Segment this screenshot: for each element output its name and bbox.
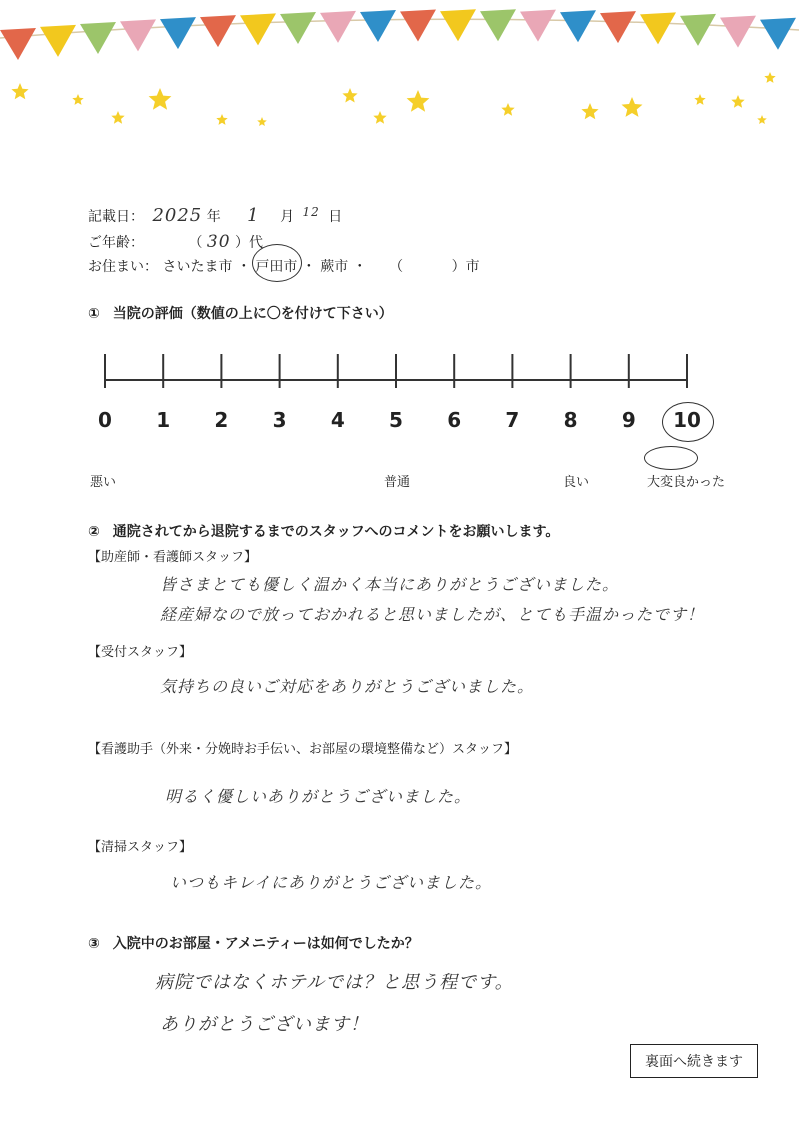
comment-nursing-assistant: 明るく優しいありがとうございました。 xyxy=(165,787,472,806)
rating-ticks xyxy=(105,354,687,388)
bunting-flag xyxy=(640,12,676,44)
rating-number-1: 1 xyxy=(156,408,171,432)
star-icon xyxy=(72,94,83,105)
age-value: 30 xyxy=(206,232,231,252)
star-icon xyxy=(501,103,514,116)
rating-number-10: 10 xyxy=(673,408,701,432)
star-icon xyxy=(581,103,598,119)
section3-heading xyxy=(88,933,419,953)
star-icon xyxy=(111,111,124,124)
star-icon xyxy=(764,72,775,83)
comment-reception: 気持ちの良いご対応をありがとうございました。 xyxy=(160,677,535,696)
bunting-flags xyxy=(0,9,796,60)
star-icon xyxy=(694,94,705,105)
bunting-flag xyxy=(200,15,236,47)
staff-label-reception: 【受付スタッフ】 xyxy=(88,645,193,660)
bunting-flag xyxy=(240,13,276,45)
age-row xyxy=(88,232,263,252)
bunting-flag xyxy=(560,10,596,42)
section1-title: 当院の評価（数値の上に〇を付けて下さい） xyxy=(112,306,393,322)
rating-number-9: 9 xyxy=(621,408,636,432)
bunting-flag xyxy=(720,16,756,48)
scale-word-good: 良い xyxy=(563,475,590,490)
bunting-flag xyxy=(520,10,556,42)
comment-room-line1: 病院ではなくホテルでは？と思う程です。 xyxy=(155,972,514,993)
very-good-mark-circle xyxy=(644,446,698,470)
bunting-flag xyxy=(160,17,196,49)
section1-number: ① xyxy=(88,306,100,322)
star-decorations xyxy=(11,72,775,126)
comment-cleaning: いつもキレイにありがとうございました。 xyxy=(170,873,493,892)
residence-other-close: ）市 xyxy=(451,259,480,275)
residence-label: お住まい： xyxy=(88,259,158,275)
separator: ・ xyxy=(301,259,316,275)
date-row xyxy=(88,205,342,226)
bunting-flag xyxy=(760,18,796,50)
staff-label-midwife-nurse: 【助産師・看護師スタッフ】 xyxy=(88,550,258,565)
star-icon xyxy=(149,88,172,110)
section3-number: ③ xyxy=(88,936,100,952)
star-icon xyxy=(407,90,430,112)
rating-number-6: 6 xyxy=(447,408,462,432)
bunting-string xyxy=(0,19,799,38)
comment-midwife-nurse-line1: 皆さまとても優しく温かく本当にありがとうございました。 xyxy=(160,575,620,594)
star-icon xyxy=(622,97,643,117)
bunting-flag xyxy=(360,10,396,42)
bunting-flag xyxy=(320,11,356,43)
date-day: 12 xyxy=(302,205,320,219)
bunting-flag xyxy=(80,22,116,54)
rating-number-4: 4 xyxy=(330,408,345,432)
section2-title: 通院されてから退院するまでのスタッフへのコメントをお願いします。 xyxy=(112,524,560,540)
residence-option-warabi: 蕨市 xyxy=(320,259,349,275)
scale-word-bad: 悪い xyxy=(90,475,117,490)
age-open: （ xyxy=(188,235,203,251)
continue-on-back-box xyxy=(630,1044,758,1078)
residence-other-open: （ xyxy=(389,259,404,275)
star-icon xyxy=(11,83,28,99)
bunting-flag xyxy=(680,14,716,46)
date-day-unit: 日 xyxy=(328,209,343,225)
age-label: ご年齢： xyxy=(88,235,144,251)
rating-number-7: 7 xyxy=(505,408,520,432)
rating-number-5: 5 xyxy=(389,408,403,432)
bunting-flag xyxy=(440,9,476,41)
staff-label-nursing-assistant: 【看護助手（外来・分娩時お手伝い、お部屋の環境整備など）スタッフ】 xyxy=(88,742,518,757)
star-icon xyxy=(216,114,227,125)
staff-label-cleaning: 【清掃スタッフ】 xyxy=(88,840,193,855)
bunting-flag xyxy=(400,9,436,41)
age-close: ）代 xyxy=(235,235,263,251)
scale-word-very-good: 大変良かった xyxy=(647,475,726,490)
residence-option-toda: 戸田市 xyxy=(255,259,298,275)
separator: ・ xyxy=(236,259,251,275)
bunting-flag xyxy=(480,9,516,41)
rating-number-8: 8 xyxy=(563,408,578,432)
rating-number-0: 0 xyxy=(98,408,112,432)
star-icon xyxy=(757,115,767,124)
rating-number-3: 3 xyxy=(272,408,287,432)
date-year-unit: 年 xyxy=(206,209,221,225)
date-year: 2025 xyxy=(152,205,203,226)
bunting-banner xyxy=(0,0,799,150)
residence-selection-circle xyxy=(252,244,302,282)
bunting-flag xyxy=(280,12,316,44)
section2-heading xyxy=(88,521,559,541)
continue-on-back-label: 裏面へ続きます xyxy=(645,1054,743,1070)
section1-heading xyxy=(88,303,393,323)
date-label: 記載日： xyxy=(88,209,144,225)
date-month-unit: 月 xyxy=(280,209,295,225)
comment-room-line2: ありがとうございます！ xyxy=(160,1014,369,1035)
date-month: 1 xyxy=(247,205,260,226)
comment-midwife-nurse-line2: 経産婦なので放っておかれると思いましたが、とても手温かったです！ xyxy=(160,605,705,624)
rating-number-2: 2 xyxy=(214,408,229,432)
star-icon xyxy=(257,117,267,126)
separator: ・ xyxy=(352,259,367,275)
star-icon xyxy=(731,95,744,108)
scale-word-normal: 普通 xyxy=(384,475,411,490)
star-icon xyxy=(373,111,386,124)
section2-number: ② xyxy=(88,524,100,540)
rating-selection-circle xyxy=(662,402,714,442)
bunting-flag xyxy=(40,25,76,57)
bunting-flag xyxy=(0,28,36,60)
star-icon xyxy=(342,88,357,103)
section3-title: 入院中のお部屋・アメニティーは如何でしたか？ xyxy=(112,936,419,952)
rating-scale-line xyxy=(95,350,700,395)
residence-option-saitama: さいたま市 xyxy=(162,259,233,275)
bunting-flag xyxy=(120,19,156,51)
bunting-flag xyxy=(600,11,636,43)
